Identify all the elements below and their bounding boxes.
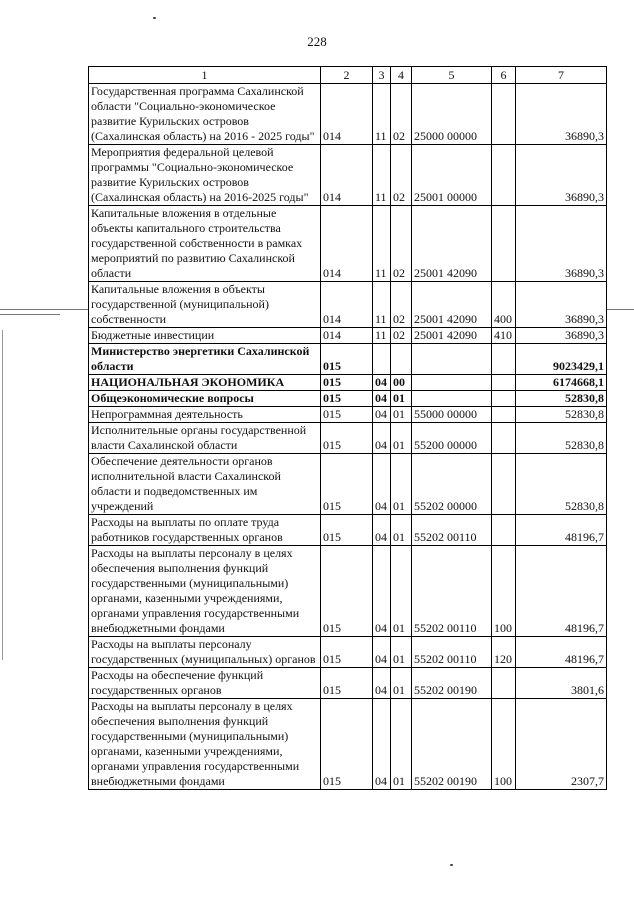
- header-cell: 7: [516, 67, 607, 84]
- target-article-code: 55202 00190: [412, 699, 492, 790]
- subsection-code: 01: [391, 423, 412, 454]
- table-row: [89, 637, 607, 668]
- target-article-code: 25001 00000: [412, 145, 492, 206]
- header-cell: 6: [492, 67, 516, 84]
- target-article-code: 55202 00110: [412, 546, 492, 637]
- amount-cell: 48196,7: [516, 637, 607, 668]
- scan-fold-line: [0, 314, 60, 315]
- expense-type-code: [492, 344, 516, 375]
- expense-type-code: [492, 668, 516, 699]
- ministry-code: 015: [321, 407, 373, 423]
- budget-item-name: НАЦИОНАЛЬНАЯ ЭКОНОМИКА: [89, 375, 321, 391]
- section-code: 11: [373, 328, 391, 344]
- ministry-code: 015: [321, 375, 373, 391]
- section-code: 11: [373, 84, 391, 145]
- table-row: [89, 344, 607, 375]
- budget-item-name: Расходы на обеспечение функций государственных органов: [89, 668, 321, 699]
- table-row: [89, 375, 607, 391]
- table-row: [89, 407, 607, 423]
- target-article-code: 55202 00110: [412, 515, 492, 546]
- amount-cell: 36890,3: [516, 206, 607, 282]
- table-row: [89, 546, 607, 637]
- target-article-code: 55202 00190: [412, 668, 492, 699]
- expense-type-code: [492, 206, 516, 282]
- table-row: [89, 84, 607, 145]
- table-row: [89, 454, 607, 515]
- subsection-code: 02: [391, 84, 412, 145]
- section-code: 04: [373, 454, 391, 515]
- scan-fold-line: [0, 309, 88, 310]
- amount-cell: 36890,3: [516, 84, 607, 145]
- amount-cell: 36890,3: [516, 328, 607, 344]
- target-article-code: 25000 00000: [412, 84, 492, 145]
- amount-cell: 52830,8: [516, 391, 607, 407]
- table-row: [89, 206, 607, 282]
- amount-cell: 36890,3: [516, 145, 607, 206]
- subsection-code: 02: [391, 282, 412, 328]
- expense-type-code: [492, 84, 516, 145]
- section-code: 04: [373, 391, 391, 407]
- ministry-code: 015: [321, 391, 373, 407]
- section-code: 04: [373, 407, 391, 423]
- expense-type-code: [492, 407, 516, 423]
- table-row: [89, 699, 607, 790]
- ministry-code: 014: [321, 328, 373, 344]
- header-cell: 1: [89, 67, 321, 84]
- target-article-code: 25001 42090: [412, 206, 492, 282]
- scan-speck: [450, 864, 453, 866]
- section-code: 04: [373, 515, 391, 546]
- expense-type-code: 120: [492, 637, 516, 668]
- budget-item-name: Бюджетные инвестиции: [89, 328, 321, 344]
- subsection-code: 01: [391, 454, 412, 515]
- subsection-code: 02: [391, 206, 412, 282]
- expense-type-code: [492, 454, 516, 515]
- expense-type-code: 400: [492, 282, 516, 328]
- subsection-code: 01: [391, 637, 412, 668]
- section-code: 04: [373, 668, 391, 699]
- table-row: [89, 282, 607, 328]
- scan-speck: [153, 17, 156, 19]
- ministry-code: 014: [321, 206, 373, 282]
- section-code: [373, 344, 391, 375]
- ministry-code: 015: [321, 344, 373, 375]
- subsection-code: 01: [391, 407, 412, 423]
- target-article-code: 55000 00000: [412, 407, 492, 423]
- table-row: [89, 391, 607, 407]
- expense-type-code: [492, 145, 516, 206]
- ministry-code: 015: [321, 699, 373, 790]
- target-article-code: [412, 344, 492, 375]
- subsection-code: 02: [391, 145, 412, 206]
- target-article-code: 25001 42090: [412, 282, 492, 328]
- section-code: 11: [373, 145, 391, 206]
- scan-margin-line: [2, 330, 3, 660]
- ministry-code: 014: [321, 282, 373, 328]
- amount-cell: 52830,8: [516, 407, 607, 423]
- budget-item-name: Капитальные вложения в объекты государственной (муниципальной) собственности: [89, 282, 321, 328]
- amount-cell: 48196,7: [516, 546, 607, 637]
- expense-type-code: 410: [492, 328, 516, 344]
- budget-item-name: Министерство энергетики Сахалинской области: [89, 344, 321, 375]
- target-article-code: 55200 00000: [412, 423, 492, 454]
- header-cell: 5: [412, 67, 492, 84]
- budget-item-name: Государственная программа Сахалинской области "Социально-экономическое развитие Курильских островов (Сахалинская область) на 2016 - 2025 годы": [89, 84, 321, 145]
- section-code: 04: [373, 699, 391, 790]
- target-article-code: [412, 375, 492, 391]
- table-row: [89, 423, 607, 454]
- amount-cell: 2307,7: [516, 699, 607, 790]
- target-article-code: 25001 42090: [412, 328, 492, 344]
- table-row: [89, 515, 607, 546]
- subsection-code: [391, 344, 412, 375]
- ministry-code: 015: [321, 546, 373, 637]
- expense-type-code: 100: [492, 699, 516, 790]
- section-code: 11: [373, 206, 391, 282]
- expense-type-code: [492, 375, 516, 391]
- budget-item-name: Расходы на выплаты персоналу в целях обеспечения выполнения функций государственными (муниципальными) органами, казенными учреждениями, органами управления государственными внебюджетными фондами: [89, 546, 321, 637]
- amount-cell: 3801,6: [516, 668, 607, 699]
- budget-item-name: Расходы на выплаты персоналу в целях обеспечения выполнения функций государственными (муниципальными) органами, казенными учреждениями, органами управления государственными внебюджетными фондами: [89, 699, 321, 790]
- budget-item-name: Непрограммная деятельность: [89, 407, 321, 423]
- section-code: 04: [373, 423, 391, 454]
- section-code: 04: [373, 375, 391, 391]
- header-cell: 4: [391, 67, 412, 84]
- ministry-code: 015: [321, 423, 373, 454]
- budget-item-name: Исполнительные органы государственной власти Сахалинской области: [89, 423, 321, 454]
- page-number: 228: [307, 34, 327, 49]
- amount-cell: 48196,7: [516, 515, 607, 546]
- expense-type-code: [492, 423, 516, 454]
- budget-item-name: Общеэкономические вопросы: [89, 391, 321, 407]
- amount-cell: 52830,8: [516, 423, 607, 454]
- subsection-code: 02: [391, 328, 412, 344]
- amount-cell: 9023429,1: [516, 344, 607, 375]
- scan-fold-line: [606, 309, 634, 310]
- amount-cell: 52830,8: [516, 454, 607, 515]
- ministry-code: 015: [321, 637, 373, 668]
- section-code: 04: [373, 637, 391, 668]
- table-row: [89, 328, 607, 344]
- amount-cell: 6174668,1: [516, 375, 607, 391]
- subsection-code: 01: [391, 515, 412, 546]
- subsection-code: 00: [391, 375, 412, 391]
- target-article-code: 55202 00000: [412, 454, 492, 515]
- budget-table: [88, 66, 607, 790]
- expense-type-code: 100: [492, 546, 516, 637]
- table-row: [89, 145, 607, 206]
- budget-item-name: Капитальные вложения в отдельные объекты капитального строительства государственной собственности в рамках мероприятий по развитию Сахалинской области: [89, 206, 321, 282]
- budget-item-name: Расходы на выплаты персоналу государственных (муниципальных) органов: [89, 637, 321, 668]
- ministry-code: 015: [321, 515, 373, 546]
- section-code: 11: [373, 282, 391, 328]
- subsection-code: 01: [391, 546, 412, 637]
- ministry-code: 014: [321, 84, 373, 145]
- table-header-row: [89, 67, 607, 84]
- expense-type-code: [492, 391, 516, 407]
- budget-item-name: Расходы на выплаты по оплате труда работников государственных органов: [89, 515, 321, 546]
- ministry-code: 015: [321, 668, 373, 699]
- target-article-code: 55202 00110: [412, 637, 492, 668]
- table-row: [89, 668, 607, 699]
- amount-cell: 36890,3: [516, 282, 607, 328]
- header-cell: 2: [321, 67, 373, 84]
- subsection-code: 01: [391, 391, 412, 407]
- header-cell: 3: [373, 67, 391, 84]
- ministry-code: 015: [321, 454, 373, 515]
- budget-item-name: Мероприятия федеральной целевой программы "Социально-экономическое развитие Курильских островов (Сахалинская область) на 2016-2025 годы": [89, 145, 321, 206]
- target-article-code: [412, 391, 492, 407]
- budget-item-name: Обеспечение деятельности органов исполнительной власти Сахалинской области и подведомственных им учреждений: [89, 454, 321, 515]
- ministry-code: 014: [321, 145, 373, 206]
- expense-type-code: [492, 515, 516, 546]
- subsection-code: 01: [391, 699, 412, 790]
- subsection-code: 01: [391, 668, 412, 699]
- section-code: 04: [373, 546, 391, 637]
